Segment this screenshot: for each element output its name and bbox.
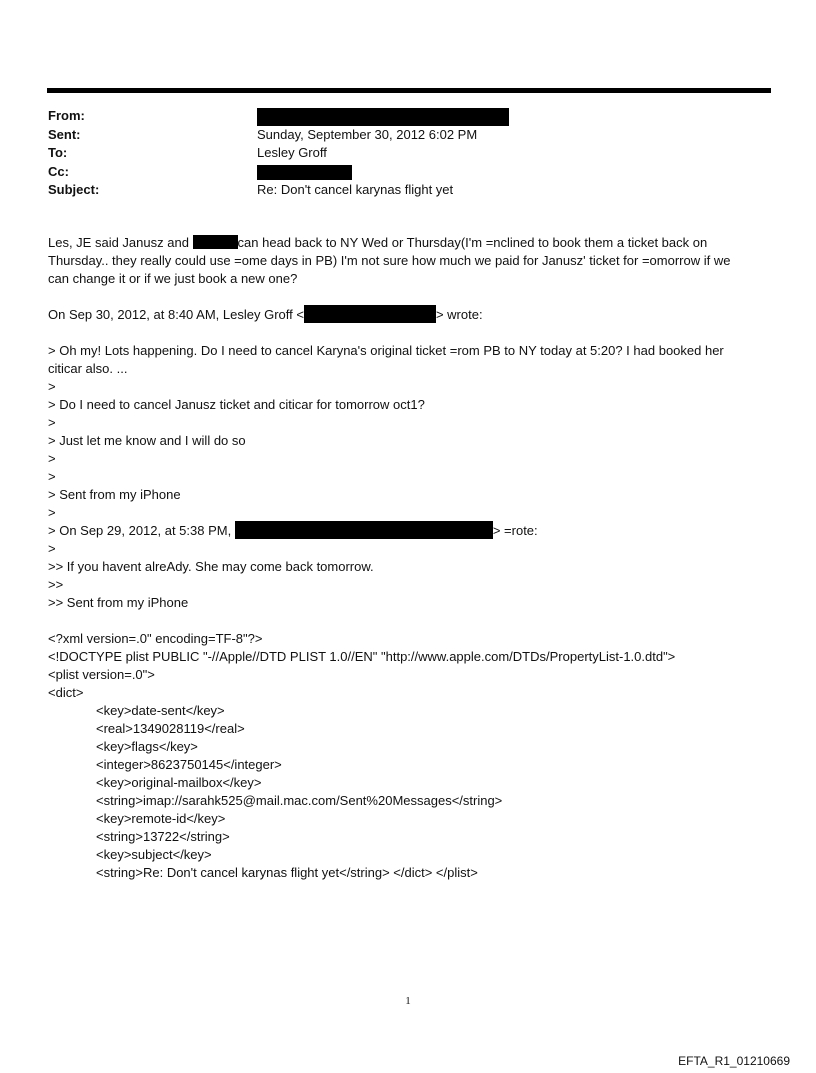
body-paragraph: Les, JE said Janusz and can head back to NY Wed or Thursday(I'm =nclined to book them a ticket back on [48, 235, 708, 250]
nested-quote-attribution: > On Sep 29, 2012, at 5:38 PM, > =rote: [48, 522, 768, 540]
from-row [48, 107, 768, 126]
redaction-box [257, 108, 509, 126]
quote-attribution: On Sep 30, 2012, at 8:40 AM, Lesley Groff < > wrote: [48, 306, 768, 324]
cc-label: Cc: [48, 163, 69, 179]
page-number: 1 [405, 995, 411, 1007]
sent-row [48, 126, 768, 145]
to-label: To: [48, 145, 68, 160]
redaction-box [257, 165, 352, 180]
cc-row [48, 163, 768, 182]
to-row [48, 144, 768, 163]
to-value: Lesley Groff [257, 145, 327, 160]
email-header [48, 107, 768, 200]
subject-value: Re: Don't cancel karynas flight yet [257, 182, 454, 197]
email-body: Les, JE said Janusz and can head back to NY Wed or Thursday(I'm =nclined to book them a ticket back on Thursday.. they really could use =ome days in PB) I'm not sure how much we paid for Janusz' ticket for =omorrow if we can change it or if we just book a new one? On Sep 30, 2012, at 8:40 AM, Lesley Groff < > wrote: > Oh my! Lots happening. Do I need to cancel Karyna's original ticket =rom PB to NY today at 5:20? I had booked her citicar also. ... > > Do I need to cancel Janusz ticket and citicar for tomorrow oct1? > > Just let me know and I will do so > > > Sent from my iPhone > > On Sep 29, 2012, at 5:38 PM, > =rote: > >> If you havent alreAdy. She may come back tomorrow. >> >> Sent from my iPhone <?xml version=.0" encoding=TF-8"?> <!DOCTYPE plist PUBLIC "-//Apple//DTD PLIST 1.0//EN" "http://www.apple.com/DTDs/PropertyList-1.0.dtd"> <plist version=.0"> <dict> <key>date-sent</key> <real>1349028119</real> <key>flags</key> <integer>8623750145</integer> <key>original-mailbox</key> <string>imap://sarahk525@mail.mac.com/Sent%20Messages</string> <key>remote-id</key> <string>13722</string> <key>subject</key> <string>Re: Don't cancel karynas flight yet</string> </dict> </plist> [48, 234, 768, 882]
redaction-box [193, 235, 238, 249]
redaction-box [304, 305, 436, 323]
document-id: EFTA_R1_01210669 [678, 1054, 790, 1068]
sent-label: Sent: [48, 126, 81, 142]
redaction-box [235, 521, 493, 539]
header-rule [47, 88, 771, 93]
sent-value: Sunday, September 30, 2012 6:02 PM [257, 126, 478, 142]
subject-row [48, 181, 768, 200]
from-label: From: [48, 108, 85, 123]
subject-label: Subject: [48, 182, 100, 197]
